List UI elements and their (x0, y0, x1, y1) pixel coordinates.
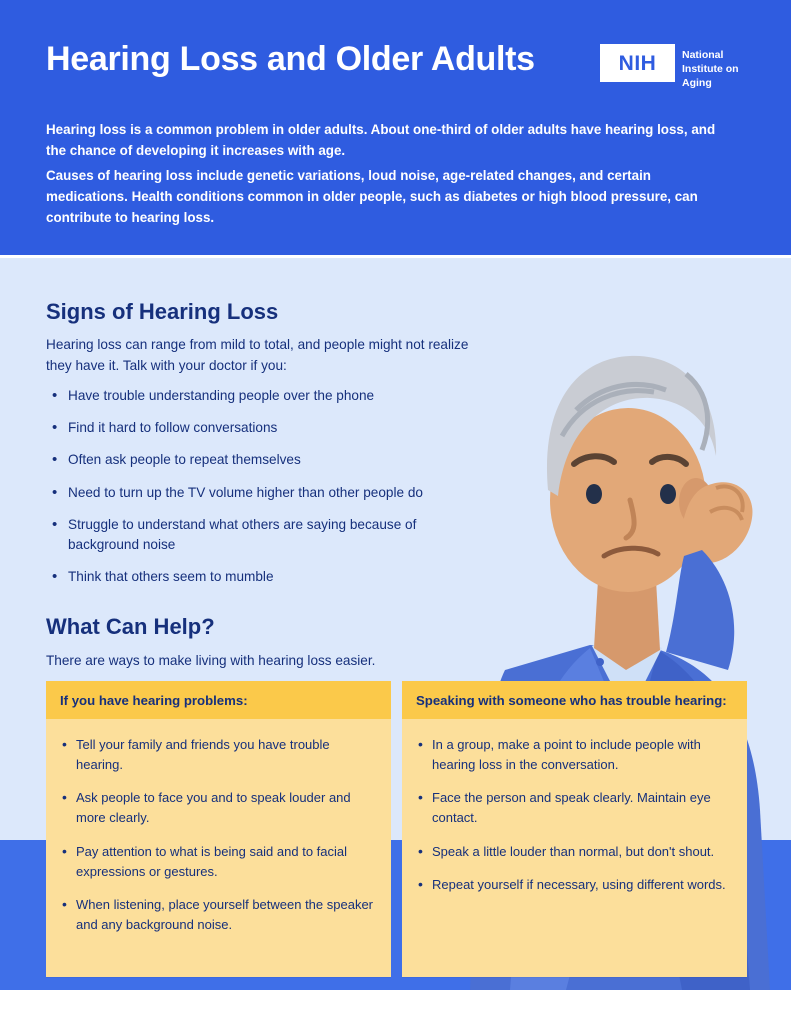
help-section-lede: There are ways to make living with hearing loss easier. (46, 653, 376, 668)
list-item: • Struggle to understand what others are saying because of background noise (46, 515, 476, 554)
signs-section-title: Signs of Hearing Loss (46, 299, 279, 324)
intro-paragraph-2: Causes of hearing loss include genetic variations, loud noise, age-related changes, and certain medications. Health conditions common in older people, such as diabetes or high blood pressure, can contribute to hearing loss. (46, 168, 698, 225)
list-item: • Often ask people to repeat themselves (46, 450, 476, 470)
nih-logo-words: National Institute on Aging (682, 49, 739, 90)
help-card-hearing-problems (46, 681, 391, 977)
list-item: • Need to turn up the TV volume higher than other people do (46, 483, 476, 503)
nih-mark-text: NIH (618, 51, 657, 75)
list-item: • Speak a little louder than normal, but don't shout. (412, 842, 731, 862)
nih-logo (600, 42, 750, 90)
list-item: • Tell your family and friends you have trouble hearing. (56, 735, 375, 775)
list-item: • Think that others seem to mumble (46, 567, 476, 587)
list-item: • Ask people to face you and to speak louder and more clearly. (56, 788, 375, 828)
list-item: • When listening, place yourself between the speaker and any background noise. (56, 895, 375, 935)
signs-list (46, 386, 476, 599)
help-section-title: What Can Help? (46, 614, 215, 639)
list-item: • Have trouble understanding people over the phone (46, 386, 476, 406)
list-item: • Repeat yourself if necessary, using different words. (412, 875, 731, 895)
intro-paragraph-1: Hearing loss is a common problem in older adults. About one-third of older adults have hearing loss, and the chance of developing it increases with age. (46, 122, 716, 158)
footer-white-strip (0, 990, 791, 1024)
signs-section-lede: Hearing loss can range from mild to total, and people might not realize they have it. Talk with your doctor if you: (46, 337, 469, 374)
page-title: Hearing Loss and Older Adults (46, 40, 535, 78)
list-item: • Face the person and speak clearly. Maintain eye contact. (412, 788, 731, 828)
nih-mark (600, 44, 675, 82)
list-item: • Find it hard to follow conversations (46, 418, 476, 438)
card-body (402, 719, 747, 918)
header-banner (0, 0, 791, 255)
list-item: • In a group, make a point to include people with hearing loss in the conversation. (412, 735, 731, 775)
card-heading: Speaking with someone who has trouble hearing: (402, 681, 747, 719)
card-body (46, 719, 391, 958)
list-item: • Pay attention to what is being said and to facial expressions or gestures. (56, 842, 375, 882)
card-heading: If you have hearing problems: (46, 681, 391, 719)
help-card-speaking-with-someone (402, 681, 747, 977)
